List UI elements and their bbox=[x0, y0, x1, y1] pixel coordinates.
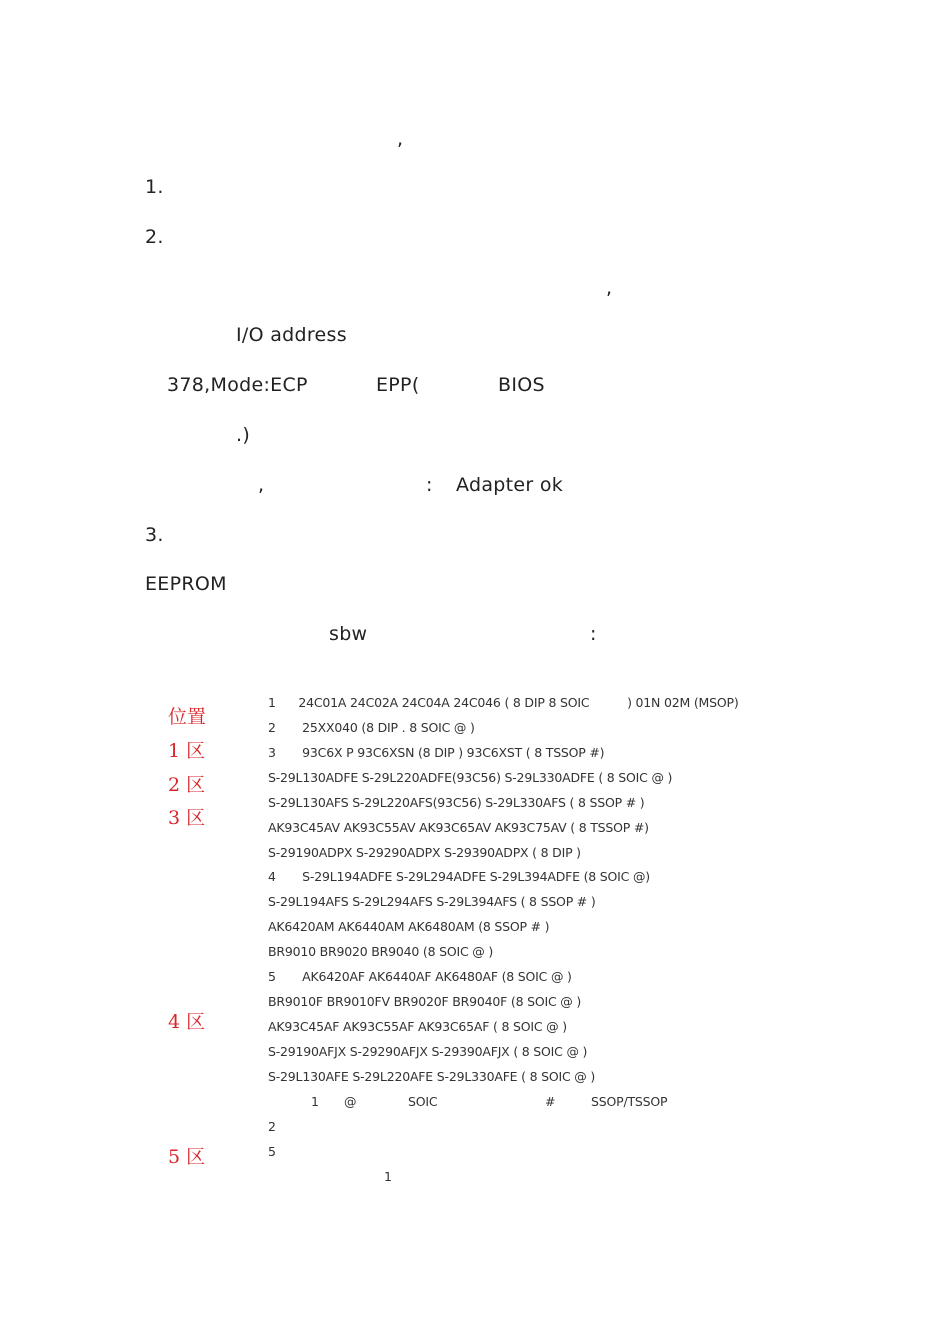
chip-list-line: AK93C45AV AK93C55AV AK93C65AV AK93C75AV ( 8 TSSOP #) bbox=[268, 820, 649, 835]
chip-list-line: BR9010F BR9010FV BR9020F BR9040F (8 SOIC @ ) bbox=[268, 994, 582, 1009]
paren-close-text: .) bbox=[236, 424, 251, 446]
chip-list-line: S-29L130ADFE S-29L220ADFE(93C56) S-29L330ADFE ( 8 SOIC @ ) bbox=[268, 770, 673, 785]
epp-text: EPP( bbox=[376, 374, 420, 396]
line-1-comma: , bbox=[397, 128, 404, 150]
adapter-ok-text: Adapter ok bbox=[456, 474, 564, 496]
line-8-comma: , bbox=[258, 474, 265, 496]
chip-list-line: 1 24C01A 24C02A 24C04A 24C046 ( 8 DIP 8 SOIC ) 01N 02M (MSOP) bbox=[268, 695, 739, 710]
zone-3-label: 3 区 bbox=[168, 807, 206, 829]
note-3-number: 5 bbox=[268, 1144, 276, 1159]
chip-list-line: AK6420AM AK6440AM AK6480AM (8 SSOP # ) bbox=[268, 919, 550, 934]
eeprom-heading: EEPROM bbox=[145, 573, 227, 595]
mode-ecp-text: 378,Mode:ECP bbox=[167, 374, 308, 396]
zone-2-label: 2 区 bbox=[168, 774, 206, 796]
note-1-at: @ bbox=[344, 1094, 357, 1109]
item-1-number: 1. bbox=[145, 176, 164, 198]
zone-4-label: 4 区 bbox=[168, 1011, 206, 1033]
note-1-number: 1 bbox=[311, 1094, 319, 1109]
note-1-ssop: SSOP/TSSOP bbox=[591, 1094, 668, 1109]
bios-text: BIOS bbox=[498, 374, 545, 396]
chip-list-line: AK93C45AF AK93C55AF AK93C65AF ( 8 SOIC @ ) bbox=[268, 1019, 567, 1034]
chip-list-line: 4 S-29L194ADFE S-29L294ADFE S-29L394ADFE (8 SOIC @) bbox=[268, 869, 650, 884]
line-4-comma: , bbox=[606, 277, 613, 299]
chip-list-line: S-29L130AFS S-29L220AFS(93C56) S-29L330AFS ( 8 SSOP # ) bbox=[268, 795, 645, 810]
line-11-colon: : bbox=[590, 623, 597, 645]
note-2-number: 2 bbox=[268, 1119, 276, 1134]
note-1-hash: # bbox=[545, 1094, 556, 1109]
chip-list-line: S-29190ADPX S-29290ADPX S-29390ADPX ( 8 DIP ) bbox=[268, 845, 581, 860]
position-header-label: 位置 bbox=[168, 706, 207, 728]
page-number: 1 bbox=[384, 1169, 392, 1184]
zone-1-label: 1 区 bbox=[168, 740, 206, 762]
chip-list-line: S-29L130AFE S-29L220AFE S-29L330AFE ( 8 SOIC @ ) bbox=[268, 1069, 596, 1084]
zone-5-label: 5 区 bbox=[168, 1146, 206, 1168]
note-1-soic: SOIC bbox=[408, 1094, 438, 1109]
chip-list-line: S-29190AFJX S-29290AFJX S-29390AFJX ( 8 SOIC @ ) bbox=[268, 1044, 588, 1059]
sbw-text: sbw bbox=[329, 623, 368, 645]
chip-list-line: 2 25XX040 (8 DIP . 8 SOIC @ ) bbox=[268, 720, 475, 735]
chip-list-line: S-29L194AFS S-29L294AFS S-29L394AFS ( 8 SSOP # ) bbox=[268, 894, 596, 909]
chip-list-line: BR9010 BR9020 BR9040 (8 SOIC @ ) bbox=[268, 944, 494, 959]
chip-list-line: 3 93C6X P 93C6XSN (8 DIP ) 93C6XST ( 8 TSSOP #) bbox=[268, 745, 605, 760]
chip-list-line: 5 AK6420AF AK6440AF AK6480AF (8 SOIC @ ) bbox=[268, 969, 572, 984]
io-address-text: I/O address bbox=[236, 324, 347, 346]
line-8-colon: : bbox=[426, 474, 433, 496]
item-2-number: 2. bbox=[145, 226, 164, 248]
item-3-number: 3. bbox=[145, 524, 164, 546]
